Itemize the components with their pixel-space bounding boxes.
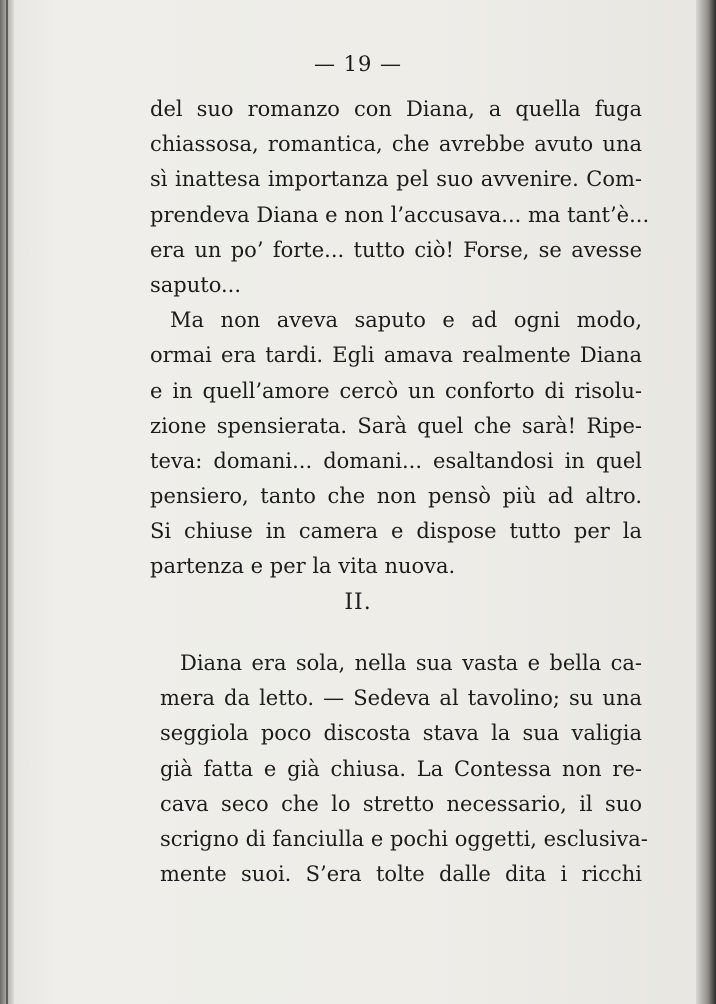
page-number: — 19 — — [313, 52, 403, 76]
text-line: era un po’ forte... tutto ciò! Forse, se avesse — [150, 237, 642, 262]
text-line: ormai era tardi. Egli amava realmente Diana — [150, 343, 642, 368]
text-line: prendeva Diana e non l’accusava... ma tant’è... — [150, 202, 650, 227]
text-line: saputo... — [150, 272, 242, 297]
text-line: mera da letto. — Sedeva al tavolino; su una — [160, 686, 642, 711]
page-edge-shadow — [696, 0, 716, 1004]
section-heading: II. — [344, 590, 372, 615]
text-line: partenza e per la vita nuova. — [150, 554, 456, 579]
main-text-block — [150, 92, 650, 585]
text-line: e in quell’amore cercò un conforto di risolu- — [150, 378, 642, 403]
text-line: teva: domani... domani... esaltandosi in quel — [150, 448, 642, 473]
text-line: seggiola poco discosta stava la sua valigia — [160, 721, 642, 746]
text-line: pensiero, tanto che non pensò più ad altro. — [150, 484, 642, 509]
text-line: Ma non aveva saputo e ad ogni modo, — [170, 308, 642, 333]
text-line: scrigno di fanciulla e pochi oggetti, esclusiva- — [160, 826, 648, 851]
text-line: già fatta e già chiusa. La Contessa non re- — [160, 756, 642, 781]
section-text-block — [160, 646, 648, 892]
text-line: cava seco che lo stretto necessario, il suo — [160, 791, 642, 816]
text-line: mente suoi. S’era tolte dalle dita i ricchi — [160, 862, 642, 887]
text-line: Diana era sola, nella sua vasta e bella ca- — [180, 651, 642, 675]
text-line: Si chiuse in camera e dispose tutto per la — [150, 519, 642, 544]
text-line: del suo romanzo con Diana, a quella fuga — [150, 97, 642, 121]
binding-line — [6, 0, 8, 1004]
text-line: chiassosa, romantica, che avrebbe avuto una — [150, 132, 642, 157]
text-line: zione spensierata. Sarà quel che sarà! Ripe- — [150, 413, 642, 438]
text-line: sì inattesa importanza pel suo avvenire. Com- — [150, 167, 642, 192]
